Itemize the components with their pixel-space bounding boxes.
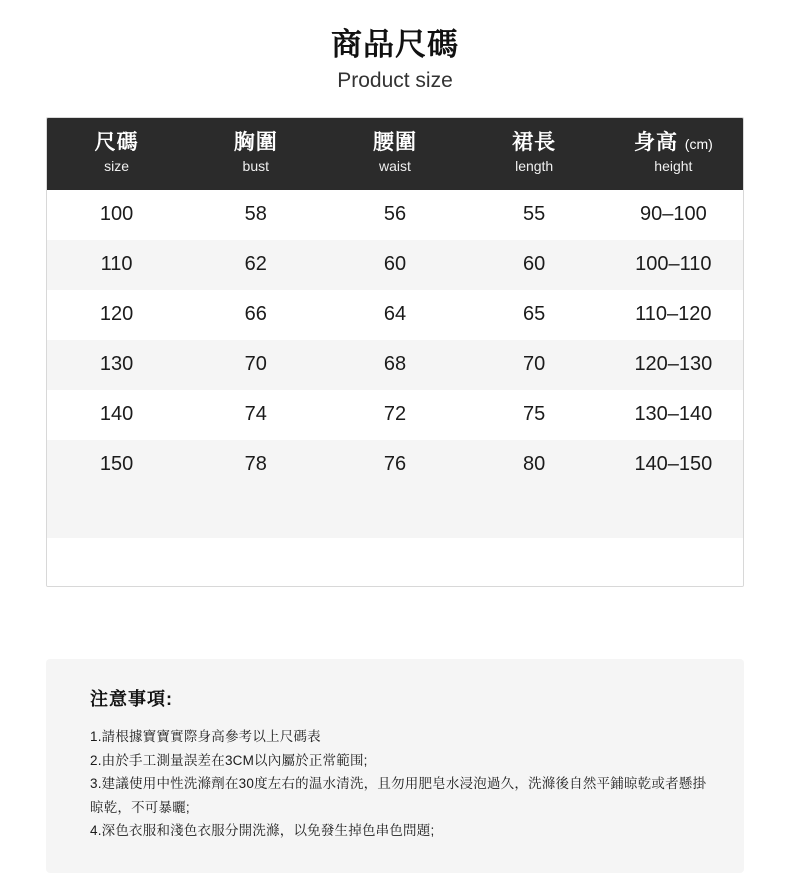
column-header-height-en: height bbox=[654, 158, 693, 175]
table-row bbox=[47, 290, 743, 340]
column-header-size-en: size bbox=[104, 158, 130, 175]
column-header-length-cn: 裙長 bbox=[512, 131, 557, 155]
cell-bust: 62 bbox=[186, 240, 325, 290]
cell-height: 100–110 bbox=[604, 240, 743, 290]
cell-height: 90–100 bbox=[604, 190, 743, 240]
table-row bbox=[47, 340, 743, 390]
cell-height: 140–150 bbox=[604, 440, 743, 490]
cell-bust: 70 bbox=[186, 340, 325, 390]
page-title bbox=[0, 0, 790, 95]
cell-length: 60 bbox=[465, 240, 604, 290]
column-header-bust-cn: 胸圍 bbox=[233, 131, 278, 155]
page-title-en: Product size bbox=[337, 68, 453, 92]
cell-height: 120–130 bbox=[604, 340, 743, 390]
column-header-height-unit: (cm) bbox=[684, 136, 713, 153]
size-table bbox=[47, 118, 743, 490]
cell-size: 150 bbox=[47, 440, 186, 490]
column-header-size bbox=[47, 118, 186, 190]
column-header-bust bbox=[186, 118, 325, 190]
cell-size: 130 bbox=[47, 340, 186, 390]
list-item: 3.建議使用中性洗滌劑在30度左右的温水清洗，且勿用肥皂水浸泡過久，洗滌後自然平鋪晾乾或者懸掛晾乾，不可暴曬; bbox=[90, 776, 707, 815]
cell-length: 70 bbox=[465, 340, 604, 390]
table-row bbox=[47, 240, 743, 290]
cell-bust: 78 bbox=[186, 440, 325, 490]
cell-waist: 72 bbox=[325, 390, 464, 440]
cell-size: 110 bbox=[47, 240, 186, 290]
cell-waist: 76 bbox=[325, 440, 464, 490]
column-header-waist bbox=[325, 118, 464, 190]
column-header-size-cn: 尺碼 bbox=[94, 131, 139, 155]
table-row bbox=[47, 390, 743, 440]
care-notes-title: 注意事項: bbox=[90, 688, 173, 709]
cell-bust: 74 bbox=[186, 390, 325, 440]
list-item: 1.請根據寶寶實際身高參考以上尺碼表 bbox=[90, 728, 321, 744]
table-row bbox=[47, 190, 743, 240]
cell-bust: 66 bbox=[186, 290, 325, 340]
column-header-waist-en: waist bbox=[379, 158, 411, 175]
cell-length: 55 bbox=[465, 190, 604, 240]
care-notes-list bbox=[90, 725, 710, 843]
table-filler-row bbox=[47, 490, 743, 538]
cell-size: 140 bbox=[47, 390, 186, 440]
column-header-waist-cn: 腰圍 bbox=[372, 131, 417, 155]
cell-waist: 56 bbox=[325, 190, 464, 240]
table-row bbox=[47, 440, 743, 490]
table-filler-row bbox=[47, 538, 743, 586]
column-header-height bbox=[604, 118, 743, 190]
column-header-length bbox=[465, 118, 604, 190]
column-header-length-en: length bbox=[515, 158, 554, 175]
page-title-cn: 商品尺碼 bbox=[331, 27, 459, 62]
size-table-head bbox=[47, 118, 743, 190]
care-notes-panel bbox=[46, 659, 744, 873]
cell-height: 130–140 bbox=[604, 390, 743, 440]
cell-bust: 58 bbox=[186, 190, 325, 240]
cell-waist: 60 bbox=[325, 240, 464, 290]
cell-height: 110–120 bbox=[604, 290, 743, 340]
cell-size: 100 bbox=[47, 190, 186, 240]
column-header-height-cn: 身高 bbox=[633, 131, 678, 155]
cell-length: 65 bbox=[465, 290, 604, 340]
list-item: 4.深色衣服和淺色衣服分開洗滌，以免發生掉色串色問題; bbox=[90, 823, 435, 839]
size-chart bbox=[46, 117, 744, 587]
cell-length: 80 bbox=[465, 440, 604, 490]
size-table-body bbox=[47, 190, 743, 490]
cell-size: 120 bbox=[47, 290, 186, 340]
cell-length: 75 bbox=[465, 390, 604, 440]
table-header-row bbox=[47, 118, 743, 190]
cell-waist: 68 bbox=[325, 340, 464, 390]
column-header-bust-en: bust bbox=[242, 158, 270, 175]
cell-waist: 64 bbox=[325, 290, 464, 340]
list-item: 2.由於手工測量誤差在3CM以內屬於正常範围; bbox=[90, 752, 368, 768]
